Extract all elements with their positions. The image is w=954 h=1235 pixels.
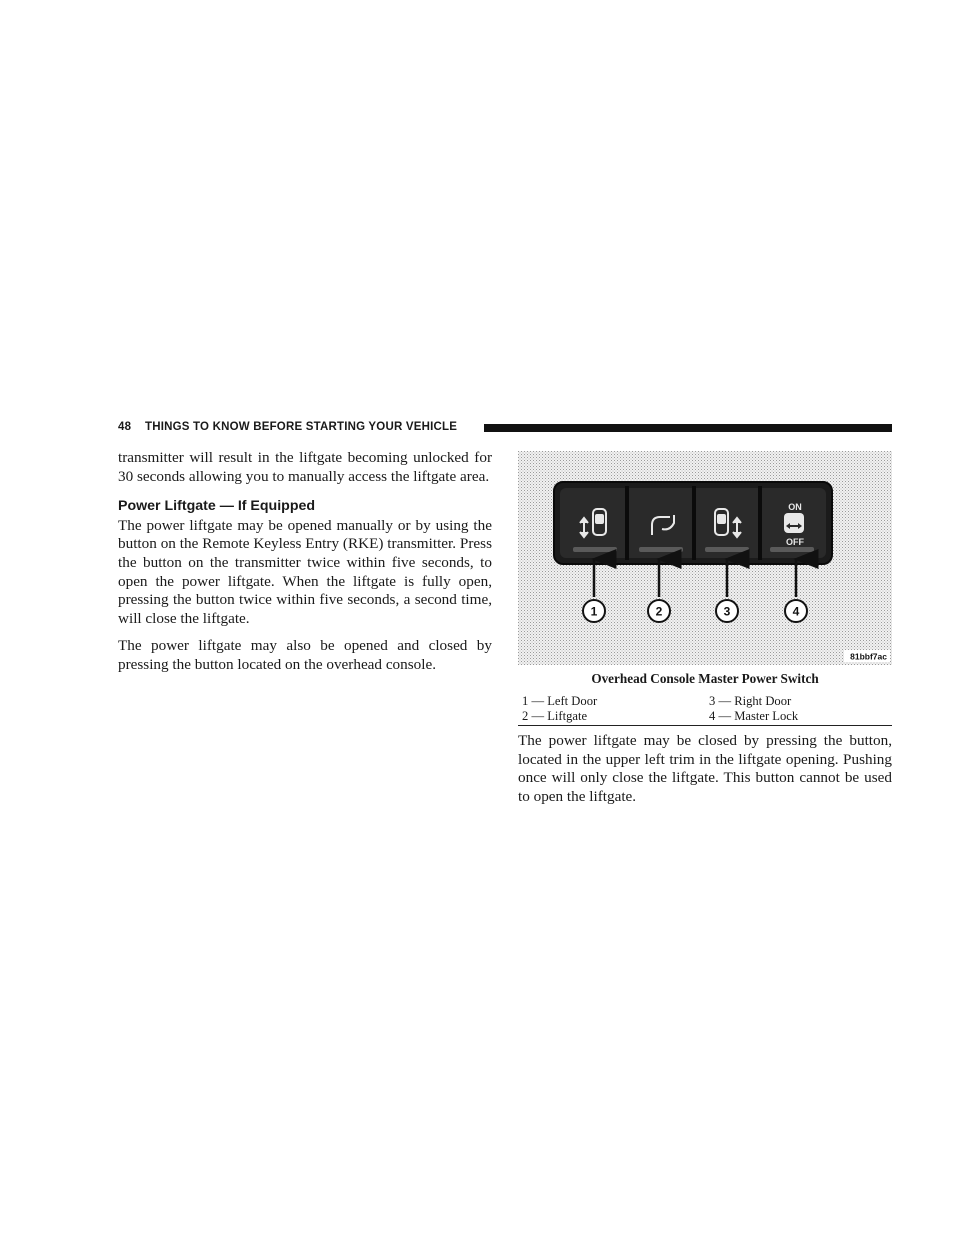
legend-item-master-lock: 4 — Master Lock	[709, 708, 799, 723]
console-switch-illustration	[518, 451, 892, 665]
switch-off-label: OFF	[786, 537, 804, 547]
callout-3	[716, 600, 738, 622]
callout-number-1: 1	[590, 604, 598, 619]
callout-number-2: 2	[655, 604, 663, 619]
console-switch-figure	[518, 451, 892, 665]
section-heading: Power Liftgate — If Equipped	[118, 498, 316, 515]
callout-4	[785, 600, 807, 622]
left-column	[118, 449, 492, 675]
body-paragraph-2: The power liftgate may also be opened and closed by pressing the button located on the overhead console.	[118, 637, 492, 673]
page-header	[118, 419, 892, 437]
switch-on-label: ON	[788, 502, 802, 512]
legend-item-left-door: 1 — Left Door	[522, 694, 598, 708]
page-number: 48	[118, 421, 132, 433]
figure-caption: Overhead Console Master Power Switch	[591, 671, 819, 686]
right-body-paragraph: The power liftgate may be closed by pressing the button, located in the upper left trim in the liftgate opening. Pushing once will only close the liftgate. This button cannot be used to open the liftgate.	[518, 732, 892, 805]
callout-2	[648, 600, 670, 622]
image-code: 81bbf7ac	[850, 651, 887, 662]
legend-row	[518, 694, 892, 709]
callout-number-4: 4	[792, 604, 800, 619]
legend-item-liftgate: 2 — Liftgate	[522, 708, 588, 723]
figure-legend	[518, 694, 892, 726]
legend-row	[518, 709, 892, 724]
callout-1	[583, 600, 605, 622]
master-lock-icon	[784, 513, 804, 533]
header-rule	[484, 424, 892, 432]
intro-paragraph: transmitter will result in the liftgate becoming unlocked for 30 seconds allowing you to manually access the liftgate area.	[118, 449, 492, 485]
right-column	[518, 732, 892, 806]
chapter-title: THINGS TO KNOW BEFORE STARTING YOUR VEHICLE	[145, 421, 458, 433]
callout-number-3: 3	[723, 604, 731, 619]
body-paragraph-1: The power liftgate may be opened manually or by using the button on the Remote Keyless Entry (RKE) transmitter. Press the button on the transmitter twice within five seconds, to open the power liftgate. When the liftgate is fully open, pressing the button twice within five seconds, a second time, will close the liftgate.	[118, 516, 492, 627]
legend-item-right-door: 3 — Right Door	[709, 694, 792, 708]
